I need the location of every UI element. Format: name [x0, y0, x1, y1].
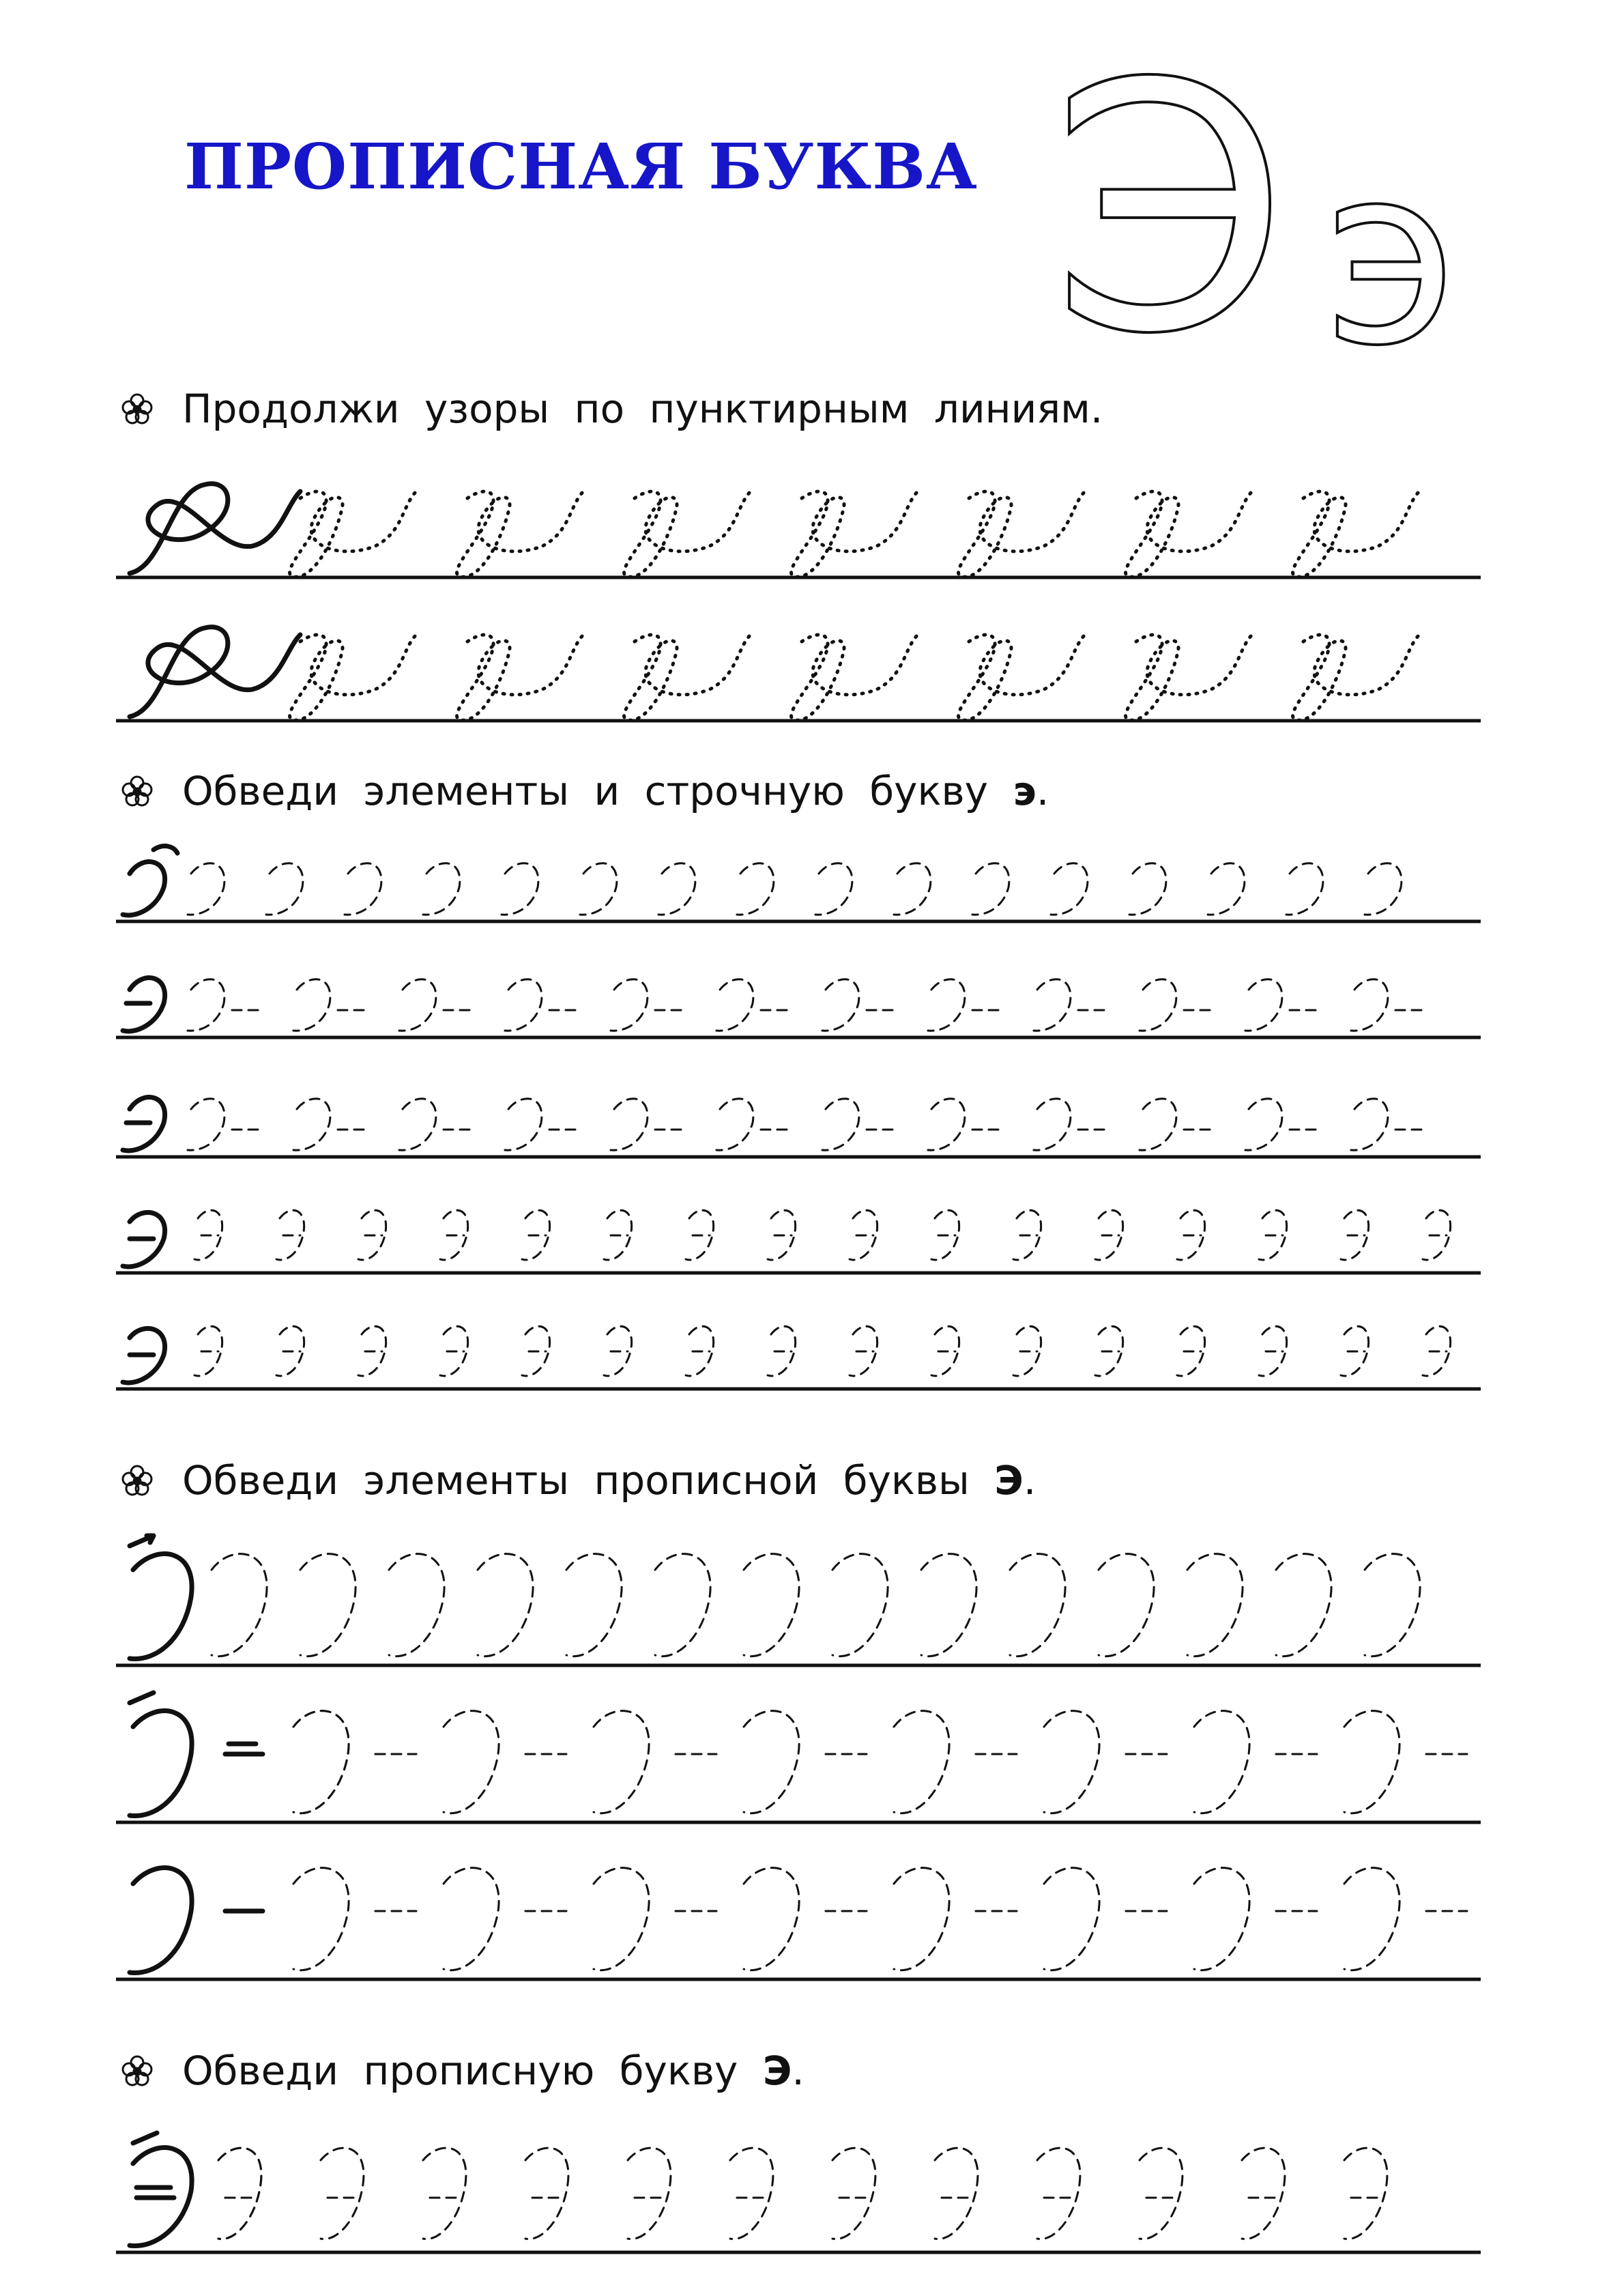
- instruction-2-period: .: [1036, 768, 1049, 814]
- instruction-3: [119, 1457, 1036, 1504]
- instruction-1-text: Продолжи узоры по пунктирным линиям.: [182, 386, 1103, 432]
- instruction-3-letter: Э: [994, 1457, 1024, 1504]
- instruction-1: [119, 386, 1103, 432]
- lowercase-row-1: [116, 840, 1481, 928]
- instruction-4-text: Обведи прописную букву: [182, 2048, 738, 2094]
- lowercase-row-2: [116, 956, 1481, 1044]
- instruction-3-text: Обведи элементы прописной буквы: [182, 1457, 970, 1504]
- uppercase-row-4: [116, 2123, 1481, 2259]
- lowercase-row-3: [116, 1075, 1481, 1164]
- big-outline-lowercase: э: [1324, 113, 1459, 362]
- instruction-4-period: .: [792, 2048, 804, 2094]
- flower-icon: [119, 773, 155, 809]
- instruction-3-period: .: [1023, 1457, 1036, 1504]
- instruction-4-letter: Э: [762, 2048, 792, 2094]
- instruction-2-text: Обведи элементы и строчную букву: [182, 768, 988, 814]
- pattern-row-1: [116, 464, 1481, 587]
- flower-icon: [119, 2053, 155, 2089]
- lowercase-row-4: [116, 1191, 1481, 1280]
- instruction-2: [119, 768, 1049, 814]
- instruction-2-letter: э: [1013, 768, 1036, 814]
- page-title: ПРОПИСНАЯ БУКВА: [184, 130, 978, 203]
- uppercase-row-2: [116, 1686, 1481, 1829]
- uppercase-row-3: [116, 1843, 1481, 1986]
- big-outline-letters: [1051, 41, 1542, 362]
- flower-icon: [119, 391, 155, 427]
- lowercase-row-5: [116, 1307, 1481, 1396]
- flower-icon: [119, 1463, 155, 1498]
- big-outline-uppercase: Э: [1051, 41, 1290, 362]
- pattern-row-2: [116, 607, 1481, 730]
- uppercase-row-1: [116, 1529, 1481, 1672]
- instruction-4: [119, 2048, 804, 2094]
